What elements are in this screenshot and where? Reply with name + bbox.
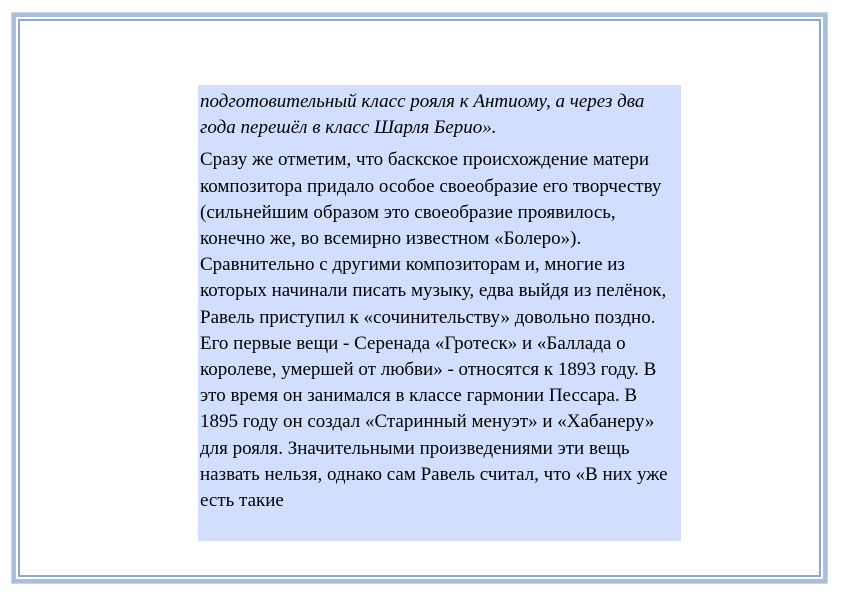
italic-quote-paragraph: подготовительный класс рояля к Антиому, а через два года перешёл в класс Шарля Берио».: [200, 91, 645, 139]
body-paragraph: Сразу же отметим, что баскское происхождение матери композитора придало особое своеобразие его творчеству (сильнейшим образом это своеобразие проявилось, конечно же, во всемирно известном «Болеро»). Сравнительно с другими композиторам и, многие из которых начинали писать музыку, едва выйдя из пелёнок, Равель приступил к «сочинительству» довольно поздно. Его первые вещи - Серенада «Гротеск» и «Баллада о королеве, умершей от любви» - относятся к 1893 году. В это время он занимался в классе гармонии Пессара. В 1895 году он создал «Старинный менуэт» и «Хабанеру» для рояля. Значительными произведениями эти вещь назвать нельзя, однако сам Равель считал, что «В них уже есть такие: [200, 149, 668, 512]
text-content-box: [198, 85, 681, 541]
